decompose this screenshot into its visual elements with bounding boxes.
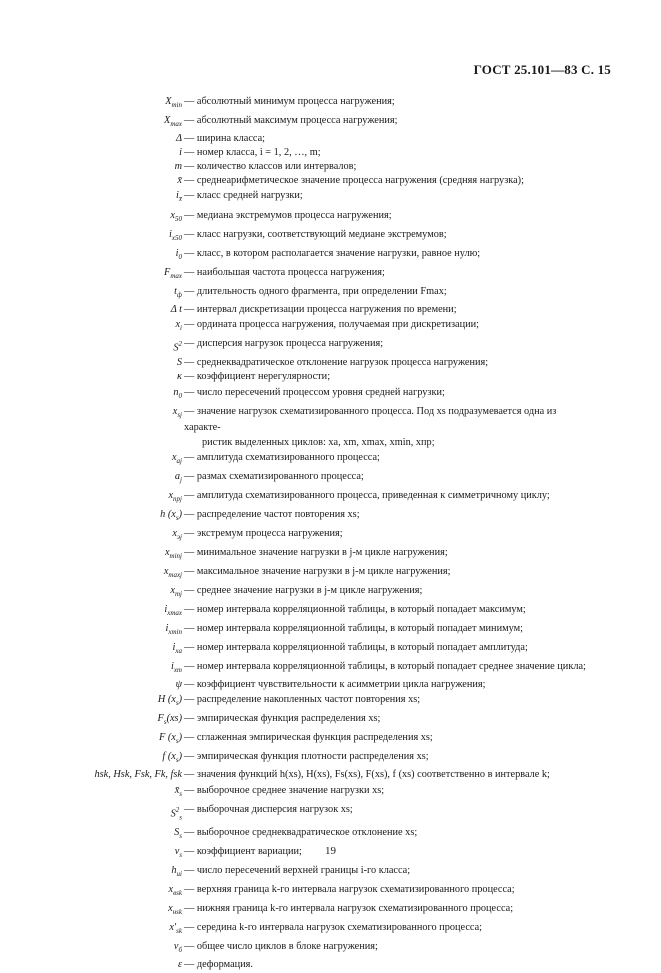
symbol-main: X [164, 115, 171, 127]
spacer [0, 436, 184, 450]
definition-text: — распределение накопленных частот повторения xs; [184, 694, 421, 706]
definition-row [0, 863, 661, 882]
symbol [0, 160, 184, 174]
symbol-sub: s [179, 813, 182, 822]
symbol-sub: 0 [178, 391, 182, 400]
definition-text: — деформация. [184, 959, 253, 971]
symbol [0, 749, 184, 768]
symbol [0, 882, 184, 901]
definition-text: — эмпирическая функция плотности распределения xs; [184, 751, 429, 763]
symbol [0, 404, 184, 436]
symbol-sub: s [179, 789, 182, 798]
definition-row-continuation [0, 436, 661, 450]
symbol [0, 825, 184, 844]
definition-text: — среднеквадратическое отклонение нагрузок процесса нагружения; [184, 357, 489, 369]
symbol-sub: s [163, 718, 167, 727]
symbol-sub: aj [176, 456, 182, 465]
symbol-sub: эj [176, 532, 182, 541]
symbol-main: S [176, 357, 182, 369]
definition-row [0, 336, 661, 356]
symbol-main: x [175, 318, 181, 330]
definition-text: — амплитуда схематизированного процесса; [184, 451, 380, 463]
symbol-main: x̄ [177, 175, 182, 187]
definition-row [0, 370, 661, 384]
symbol [0, 640, 184, 659]
definition-text: — экстремум процесса нагружения; [184, 527, 343, 539]
symbol-sub: maxj [168, 570, 182, 579]
definition-text: — медиана экстремумов процесса нагружения; [184, 209, 392, 221]
definition-row [0, 692, 661, 711]
symbol [0, 678, 184, 692]
symbol-main: i [170, 661, 174, 673]
symbol-after: (xs) [166, 713, 182, 725]
symbol-main: F [164, 266, 171, 278]
symbol [0, 526, 184, 545]
definition-row [0, 265, 661, 284]
symbol-sub: s [179, 832, 182, 841]
definition-row [0, 730, 661, 749]
page-number: 19 [325, 845, 336, 857]
definition-text: — размах схематизированного процесса; [184, 470, 364, 482]
definition-row [0, 825, 661, 844]
symbol [0, 246, 184, 265]
symbol-sub: 0 [178, 252, 182, 261]
symbol [0, 901, 184, 920]
definition-row [0, 920, 661, 939]
definition-row [0, 640, 661, 659]
definition-row [0, 882, 661, 901]
symbol [0, 692, 184, 711]
symbol [0, 174, 184, 188]
symbol-main: x [171, 451, 177, 463]
symbol-sub: вsk [173, 889, 182, 898]
definition-row [0, 564, 661, 583]
definition-text: ристик выделенных циклов: xa, xm, xmax, xmin, xпр; [202, 436, 435, 448]
symbol-after: ) [178, 751, 182, 763]
symbol-sub: x̄ [178, 195, 182, 204]
definition-text: — сглаженная эмпирическая функция распределения xs; [184, 732, 433, 744]
symbol [0, 621, 184, 640]
symbol-main: x [170, 584, 175, 596]
symbol [0, 659, 184, 678]
symbol [0, 768, 184, 782]
definition-row [0, 174, 661, 188]
definition-text: — коэффициент чувствительности к асимметрии цикла нагружения; [184, 679, 486, 691]
definition-text: — класс, в котором располагается значение нагрузки, равное нулю; [184, 247, 481, 259]
symbol-main: x [168, 903, 173, 915]
definition-text: — дисперсия нагрузок процесса нагружения; [184, 337, 384, 349]
symbol-main: m [174, 161, 182, 173]
symbol-main: t [174, 285, 178, 297]
symbol-list [0, 94, 661, 973]
definition-row [0, 507, 661, 526]
symbol-sub: j [180, 475, 182, 484]
definition-text: — абсолютный минимум процесса нагружения; [184, 96, 395, 107]
symbol [0, 146, 184, 160]
symbol-sub: max [170, 120, 182, 129]
symbol-sub: ф [177, 290, 182, 299]
symbol [0, 356, 184, 370]
definition-text: — класс средней нагрузки; [184, 190, 303, 202]
symbol-main: x [172, 405, 178, 417]
definition-text: — номер интервала корреляционной таблицы, в который попадает максимум; [184, 604, 526, 616]
symbol [0, 227, 184, 246]
symbol [0, 132, 184, 146]
definition-text: — выборочное среднее значение нагрузки xs; [184, 784, 385, 796]
symbol-sub: x50 [171, 233, 182, 242]
symbol-sub: i [180, 323, 182, 332]
symbol-sub: б [178, 946, 182, 955]
symbol-sub: xa [175, 647, 182, 656]
definition-text: — минимальное значение нагрузки в j-м цикле нагружения; [184, 546, 448, 558]
symbol-main: F [157, 713, 164, 725]
symbol-main: x̄ [174, 784, 180, 796]
symbol-main: Δ t [170, 303, 182, 315]
symbol [0, 94, 184, 113]
definition-text: — ордината процесса нагружения, получаемая при дискретизации; [184, 318, 479, 330]
symbol-sub: max [170, 271, 182, 280]
definition-text: — середина k-го интервала нагрузок схематизированного процесса; [184, 922, 483, 934]
symbol-main: S [174, 827, 180, 839]
definition-row [0, 602, 661, 621]
symbol [0, 711, 184, 730]
symbol-sub: min [171, 101, 182, 110]
symbol-main: ε [177, 959, 182, 971]
symbol-main: i [164, 604, 168, 616]
symbol-main: i [172, 642, 176, 654]
definition-row [0, 160, 661, 174]
definition-text: — номер класса, i = 1, 2, …, m; [184, 147, 321, 159]
symbol [0, 113, 184, 132]
symbol [0, 507, 184, 526]
definition-text: — число пересечений процессом уровня средней нагрузки; [184, 386, 445, 398]
symbol [0, 284, 184, 303]
symbol-sub: нsk [172, 908, 182, 917]
symbol-main: n [173, 386, 179, 398]
symbol-main: v [174, 846, 180, 858]
definition-text: — значения функций h(xs), H(xs), Fs(xs), F(xs), f (xs) соответственно в интервале k; [184, 769, 550, 781]
symbol-sub: xmin [168, 628, 182, 637]
definition-text: — наибольшая частота процесса нагружения; [184, 266, 385, 278]
symbol-sub: ui [176, 870, 182, 879]
definition-row [0, 246, 661, 265]
definition-text: — среднее значение нагрузки в j-м цикле нагружения; [184, 584, 423, 596]
symbol-main: S [173, 342, 179, 354]
symbol-main: x [172, 527, 177, 539]
symbol-sub: sk [176, 927, 182, 936]
definition-text: — распределение частот повторения xs; [184, 508, 360, 520]
symbol-sub: s [179, 851, 182, 860]
definition-row [0, 146, 661, 160]
symbol [0, 863, 184, 882]
symbol-main: a [174, 470, 181, 482]
definition-row [0, 404, 661, 436]
symbol-main: H (x [157, 694, 176, 706]
definition-text: — нижняя граница k-го интервала нагрузок схематизированного процесса; [184, 903, 514, 915]
definition-row [0, 317, 661, 336]
symbol-after: ) [178, 694, 182, 706]
symbol-sub: sj [177, 410, 182, 419]
definition-text: — эмпирическая функция распределения xs; [184, 713, 381, 725]
symbol-main: X [165, 96, 172, 107]
definition-row [0, 94, 661, 113]
symbol [0, 583, 184, 602]
symbol-sup: 2 [178, 339, 182, 348]
definition-text: — класс нагрузки, соответствующий медиане экстремумов; [184, 228, 447, 240]
symbol-main: i [179, 147, 182, 159]
symbol-sub: прj [173, 494, 182, 503]
symbol-main: x [164, 546, 170, 558]
definition-text: — номер интервала корреляционной таблицы, в который попадает амплитуда; [184, 642, 528, 654]
symbol-main: x [168, 489, 174, 501]
symbol-sub: xmax [167, 609, 182, 618]
definition-row [0, 621, 661, 640]
definition-row [0, 939, 661, 958]
symbol-main: ν [173, 941, 179, 953]
symbol [0, 317, 184, 336]
symbol-main: x′ [169, 922, 177, 934]
definition-row [0, 678, 661, 692]
symbol-sub: xm [173, 666, 182, 675]
symbol-sub: minj [169, 551, 182, 560]
definition-text: — номер интервала корреляционной таблицы, в который попадает минимум; [184, 623, 523, 635]
symbol-main: Δ [175, 133, 182, 145]
definition-text: — значение нагрузок схематизированного процесса. Под xs подразумевается одна из характе- [184, 405, 559, 433]
definition-text: — ширина класса; [184, 133, 266, 145]
definition-text: — амплитуда схематизированного процесса, приведенная к симметричному циклу; [184, 489, 550, 501]
definition-row [0, 711, 661, 730]
definition-row [0, 469, 661, 488]
definition-row [0, 188, 661, 207]
definition-row [0, 659, 661, 678]
symbol [0, 730, 184, 749]
symbol [0, 564, 184, 583]
definition-text: — число пересечений верхней границы i-го класса; [184, 865, 411, 877]
definition-text: — верхняя граница k-го интервала нагрузок схематизированного процесса; [184, 884, 515, 896]
symbol [0, 602, 184, 621]
symbol [0, 208, 184, 227]
symbol [0, 469, 184, 488]
symbol-sub: mj [175, 590, 182, 599]
symbol-main: hsk, Hsk, Fsk, Fk, fsk [94, 769, 182, 781]
symbol [0, 265, 184, 284]
definition-text: — общее число циклов в блоке нагружения; [184, 941, 378, 953]
symbol-after: ) [178, 508, 182, 520]
definition-text: — интервал дискретизации процесса нагружения по времени; [184, 303, 457, 315]
definition-text: — номер интервала корреляционной таблицы, в который попадает среднее значение цикла; [184, 661, 586, 673]
definition-row [0, 958, 661, 972]
symbol [0, 336, 184, 356]
symbol [0, 920, 184, 939]
page-header: ГОСТ 25.101—83 С. 15 [473, 62, 611, 77]
symbol [0, 370, 184, 384]
symbol-main: ψ [175, 679, 182, 691]
symbol-main: i [176, 190, 179, 202]
symbol-sub: s [175, 699, 179, 708]
symbol-sub: s [175, 513, 179, 522]
definition-text: — количество классов или интервалов; [184, 161, 357, 173]
symbol-sub: 50 [175, 214, 182, 223]
symbol [0, 783, 184, 802]
definition-row [0, 545, 661, 564]
definition-text: — длительность одного фрагмента, при определении Fmax; [184, 285, 447, 297]
definition-text: — выборочная дисперсия нагрузок xs; [184, 803, 353, 815]
symbol-after: ) [178, 732, 182, 744]
symbol-main: S [170, 808, 176, 820]
symbol [0, 303, 184, 317]
symbol-sup: 2 [175, 805, 180, 814]
symbol-main: i [169, 228, 172, 240]
definition-row [0, 385, 661, 404]
definition-row [0, 356, 661, 370]
symbol [0, 188, 184, 207]
definition-text: — абсолютный максимум процесса нагружения; [184, 115, 398, 127]
symbol-main: x [170, 209, 175, 221]
symbol [0, 385, 184, 404]
definition-text: — выборочное среднеквадратическое отклонение xs; [184, 827, 418, 839]
definition-row [0, 783, 661, 802]
symbol-main: κ [177, 371, 182, 383]
definition-row [0, 227, 661, 246]
definition-row [0, 208, 661, 227]
symbol-main: i [165, 623, 169, 635]
definition-row [0, 450, 661, 469]
symbol-main: h (x [160, 508, 176, 520]
symbol-main: i [175, 247, 179, 259]
symbol-main: F (x [158, 732, 176, 744]
symbol-main: x [168, 884, 174, 896]
definition-row [0, 768, 661, 782]
definition-row [0, 113, 661, 132]
definition-row [0, 526, 661, 545]
definition-row [0, 488, 661, 507]
definition-row [0, 132, 661, 146]
symbol [0, 802, 184, 825]
symbol [0, 958, 184, 972]
definition-text: — коэффициент нерегулярности; [184, 371, 331, 383]
definition-text: — коэффициент вариации; [184, 846, 302, 858]
symbol-main: x [163, 565, 169, 577]
symbol [0, 545, 184, 564]
definition-text: — максимальное значение нагрузки в j-м цикле нагружения; [184, 565, 451, 577]
symbol-main: h [171, 865, 177, 877]
definition-row [0, 303, 661, 317]
symbol [0, 450, 184, 469]
symbol [0, 939, 184, 958]
definition-row [0, 583, 661, 602]
definition-row [0, 284, 661, 303]
definition-text: — среднеарифметическое значение процесса нагружения (средняя нагрузка); [184, 175, 524, 187]
definition-row [0, 901, 661, 920]
definition-row [0, 749, 661, 768]
symbol-main: f (x [162, 751, 176, 763]
symbol-sub: s [175, 756, 179, 765]
symbol [0, 488, 184, 507]
symbol-sub: s [175, 737, 179, 746]
definition-row [0, 802, 661, 825]
